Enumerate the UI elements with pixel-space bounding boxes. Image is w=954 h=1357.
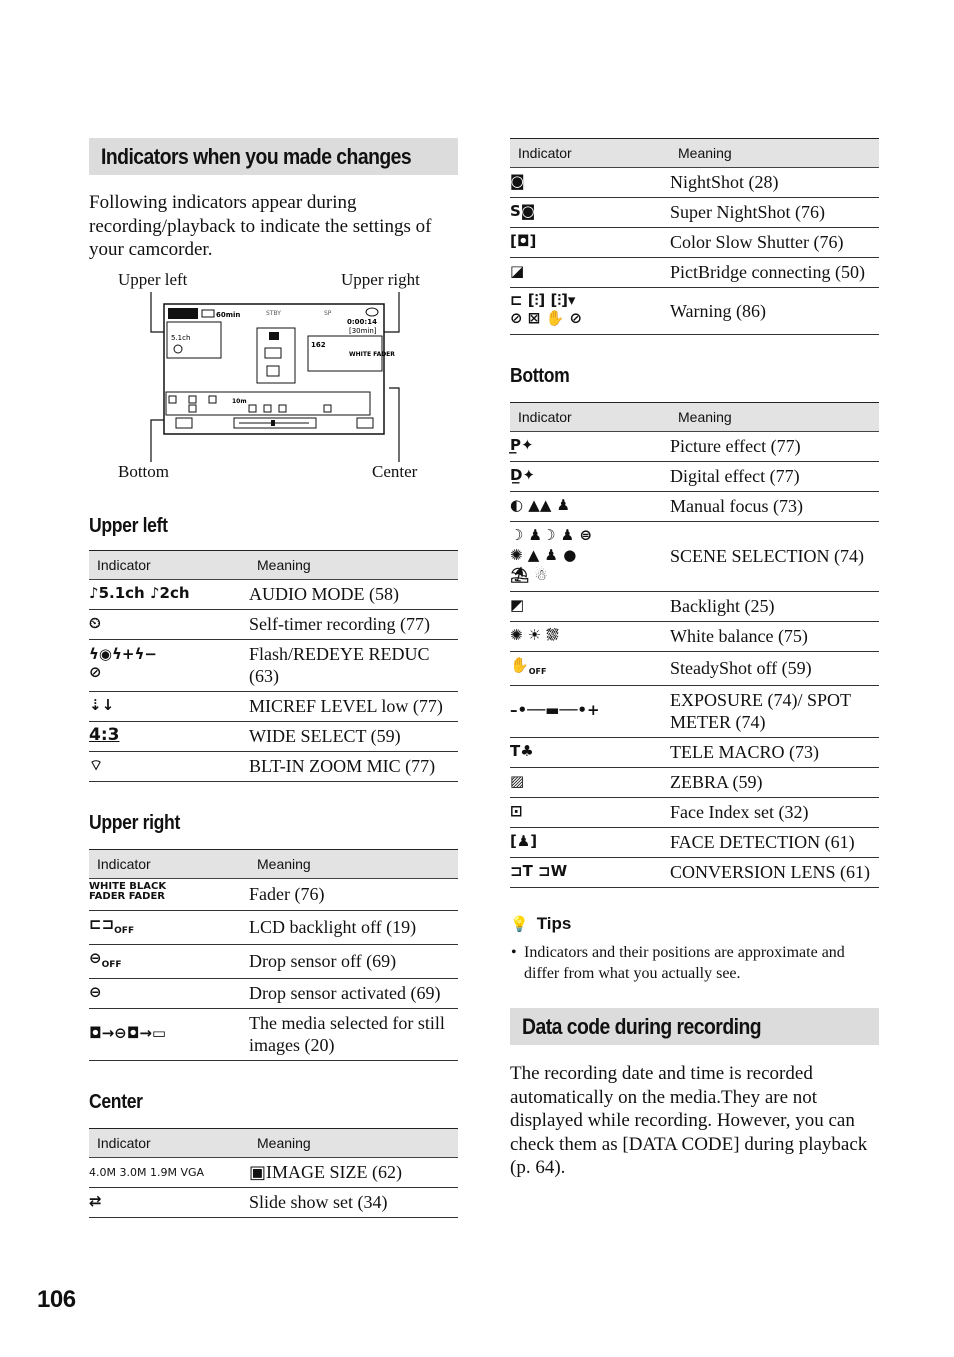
scene-selection-icons: ☽ ♟☽ ♟ ⊜ ✺ ▲ ♟ ● ⛱ ☃ [510,526,593,584]
table-header-meaning: Meaning [670,139,879,168]
diagram-label-center: Center [372,461,418,481]
backlight-icon: ◩ [510,596,525,614]
table-row: ϟ◉ϟ+ϟ− ⊘ Flash/REDEYE REDUC (63) [89,639,458,691]
screen-fader: WHITE FADER [349,350,395,358]
screen-time: 0:00:14 [347,317,377,326]
table-row: ⊐T ⊐W CONVERSION LENS (61) [510,858,879,888]
table-header-indicator: Indicator [510,403,670,432]
face-detection-icon: [♟] [510,832,538,850]
audio-mode-icon: ♪5.1ch ♪2ch [89,583,190,602]
table-row: ⊡ Face Index set (32) [510,798,879,828]
image-size-icon: ▣ [249,1161,267,1182]
table-row: $⊏⊐_{OFF}$ LCD backlight off (19) [89,910,458,944]
tele-macro-icon: T♣ [510,742,534,760]
table-row: ⌔ BLT-IN ZOOM MIC (77) [89,751,458,781]
warning-icons: ⊏ [⫶] [⫶]▾ ⊘ ⊠ ✋ ⊘ [510,291,583,327]
super-nightshot-icon: S◙ [510,202,536,220]
screen-battery: 60min [216,310,241,319]
right-column [510,138,879,1180]
table-row: WHITE BLACK FADER FADER Fader (76) [89,878,458,910]
screen-focus: 10m [232,397,247,405]
table-header-meaning: Meaning [249,849,458,878]
tips-list [510,942,879,984]
pictbridge-icon: ◪ [510,262,525,280]
drop-sensor-off-icon: $⊖_{OFF}$ [89,948,122,970]
table-row: –•──▬──•+ EXPOSURE (74)/ SPOT METER (74) [510,686,879,738]
table-row: ⇄ Slide show set (34) [89,1187,458,1217]
data-code-section-title: Data code during recording [510,1008,879,1045]
table-row: T♣ TELE MACRO (73) [510,738,879,768]
zebra-icon: ▨ [510,772,525,790]
table-row: ◩ Backlight (25) [510,592,879,622]
table-row: ♪5.1ch ♪2ch AUDIO MODE (58) [89,579,458,609]
table-row: [◘] Color Slow Shutter (76) [510,228,879,258]
nightshot-icon: ◙ [510,172,525,190]
table-row: ⇣↓ MICREF LEVEL low (77) [89,691,458,721]
indicators-intro: Following indicators appear during recording/playback to indicate the settings of your camcorder. [89,192,432,260]
flash-icons: ϟ◉ϟ+ϟ− ⊘ [89,645,157,681]
table-header-meaning: Meaning [249,550,458,579]
manual-focus-icons: ◐ ▲▲ ♟ [510,496,571,514]
tips-heading: 💡 Tips [510,914,572,933]
slideshow-icon: ⇄ [89,1191,102,1210]
table-row: ☽ ♟☽ ♟ ⊜ ✺ ▲ ♟ ● ⛱ ☃ SCENE SELECTION (74) [510,522,879,592]
left-column [89,138,458,1218]
image-size-icons: 4.0M 3.0M 1.9M VGA [89,1165,205,1179]
table-header-indicator: Indicator [89,1128,249,1157]
bottom-table [510,402,879,888]
table-row: ✺ ☀ ⛆ White balance (75) [510,622,879,652]
table-row: [♟] FACE DETECTION (61) [510,828,879,858]
table-row: 4:3 WIDE SELECT (59) [89,721,458,751]
screen-audio: 5.1ch [171,333,191,342]
diagram-label-bottom: Bottom [118,461,170,481]
screen-remaining: [30min] [349,326,377,335]
exposure-bar-icon: –•──▬──•+ [510,701,600,719]
right-top-table [510,138,879,335]
steadyshot-off-icon: $✋_{OFF}$ [510,656,547,676]
table-row: $✋_{OFF}$ SteadyShot off (59) [510,652,879,686]
media-select-icons: ◘→⊖◘→▭ [89,1023,167,1042]
conversion-lens-icons: ⊐T ⊐W [510,862,568,880]
table-header-indicator: Indicator [510,139,670,168]
screen-diagram-graphic [89,270,458,470]
table-row: S◙ Super NightShot (76) [510,198,879,228]
upper-left-heading: Upper left [89,514,168,537]
lightbulb-icon: 💡 [510,915,529,933]
face-index-icon: ⊡ [510,802,523,820]
zoom-mic-icon: ⌔ [89,755,104,774]
table-row: $⊖_{OFF}$ Drop sensor off (69) [89,944,458,978]
table-header-indicator: Indicator [89,550,249,579]
color-slow-shutter-icon: [◘] [510,232,537,250]
table-row: ◐ ▲▲ ♟ Manual focus (73) [510,492,879,522]
center-heading: Center [89,1090,143,1113]
fader-icon: WHITE BLACK FADER FADER [89,880,167,902]
upper-left-table [89,550,458,782]
table-row: D̲✦ Digital effect (77) [510,462,879,492]
screen-sp: SP [324,309,332,317]
upper-right-heading: Upper right [89,811,180,834]
upper-right-table [89,849,458,1061]
page-number: 106 [37,1286,76,1313]
table-row: ◪ PictBridge connecting (50) [510,258,879,288]
drop-sensor-icon: ⊖ [89,982,102,1001]
table-row: ⏲ Self-timer recording (77) [89,609,458,639]
table-row: ⊏ [⫶] [⫶]▾ ⊘ ⊠ ✋ ⊘ Warning (86) [510,288,879,335]
timer-icon: ⏲ [89,613,101,632]
data-code-body: The recording date and time is recorded automatically on the media.They are not displayed while recording. However, you can check them as [DATA CODE] during playback (p. 64). [510,1063,868,1178]
table-row: ◙ NightShot (28) [510,168,879,198]
bottom-heading: Bottom [510,365,570,387]
diagram-label-upper-right: Upper right [341,269,420,289]
micref-icon: ⇣↓ [89,695,115,714]
wide-select-icon: 4:3 [89,724,120,745]
table-row: ◘→⊖◘→▭ The media selected for still images (20) [89,1008,458,1060]
center-table [89,1128,458,1218]
screen-stby: STBY [266,309,281,317]
table-header-indicator: Indicator [89,849,249,878]
tips-item: • Indicators and their positions are approximate and differ from what you actually see. [524,942,879,984]
white-balance-icons: ✺ ☀ ⛆ [510,626,559,644]
table-row: ▨ ZEBRA (59) [510,768,879,798]
screen-diagram [89,270,458,500]
table-header-meaning: Meaning [670,403,879,432]
lcd-backlight-off-icon: $⊏⊐_{OFF}$ [89,914,135,936]
table-row: ⊖ Drop sensor activated (69) [89,978,458,1008]
screen-count: 162 [311,340,326,349]
indicators-section-title: Indicators when you made changes [89,138,458,175]
table-row: 4.0M 3.0M 1.9M VGA ▣IMAGE SIZE (62) [89,1157,458,1187]
table-row: P̲✦ Picture effect (77) [510,432,879,462]
picture-effect-icon: P̲✦ [510,436,534,454]
digital-effect-icon: D̲✦ [510,466,536,484]
table-header-meaning: Meaning [249,1128,458,1157]
diagram-label-upper-left: Upper left [118,269,188,289]
